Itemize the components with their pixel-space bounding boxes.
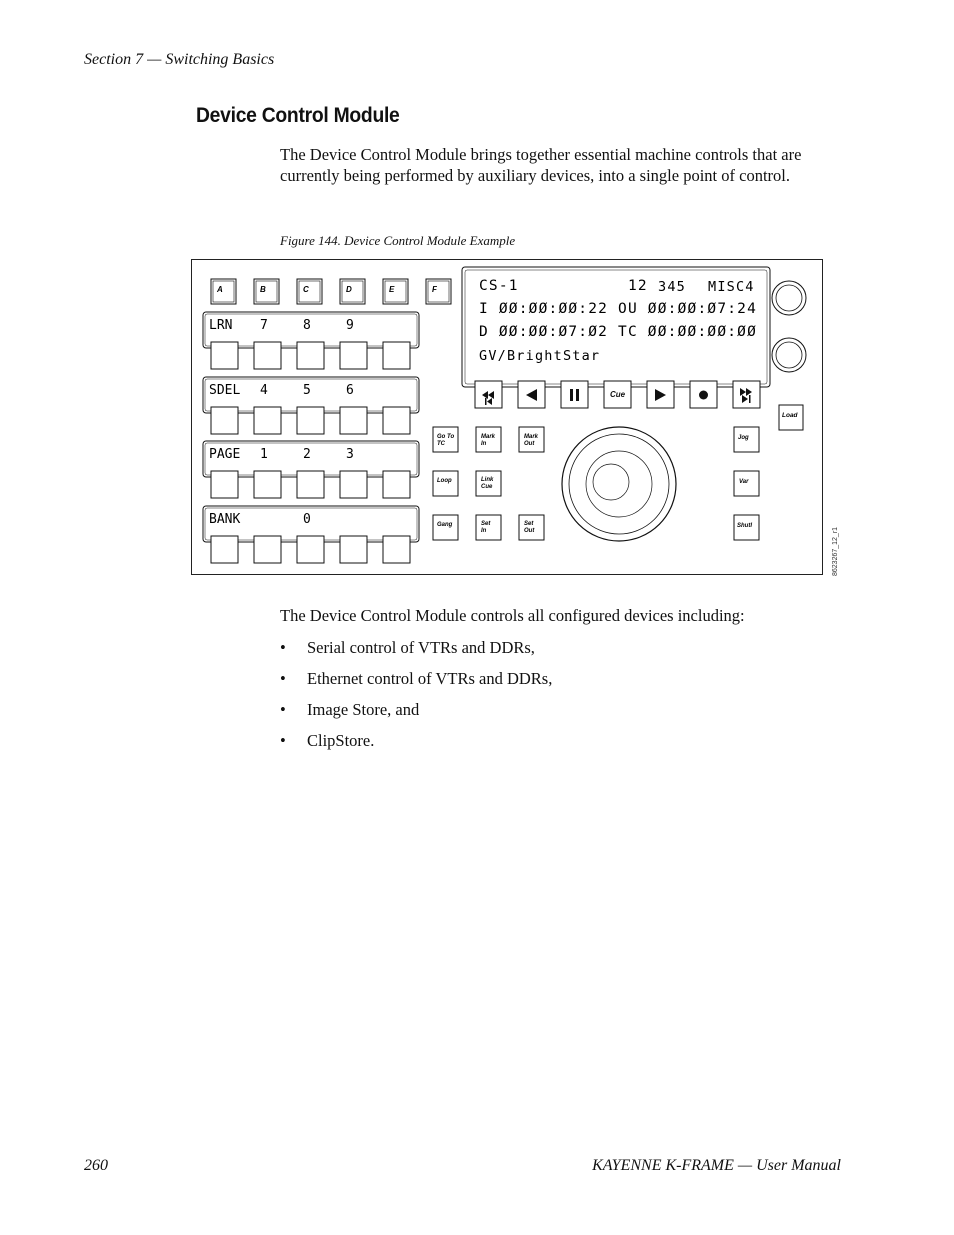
key-label: Out xyxy=(524,441,535,447)
row-label-sdel: SDEL xyxy=(209,383,241,398)
list-item-text: ClipStore. xyxy=(307,731,375,750)
row-group-bank xyxy=(203,506,419,563)
key-label: Set xyxy=(481,521,491,527)
footer-title: KAYENNE K-FRAME — User Manual xyxy=(592,1157,841,1174)
load-button[interactable] xyxy=(779,405,803,430)
key-label: Link xyxy=(481,477,494,483)
load-label: Load xyxy=(782,412,798,419)
list-item: • Ethernet control of VTRs and DDRs, xyxy=(280,669,553,688)
row-label-lrn: LRN xyxy=(209,318,233,333)
top-button-e[interactable] xyxy=(383,279,408,304)
display-line2: I ØØ:ØØ:ØØ:22 OU ØØ:ØØ:Ø7:24 xyxy=(479,301,758,317)
top-button-e-label: E xyxy=(389,285,395,294)
row-num-2: 2 xyxy=(303,447,311,462)
key-label: Var xyxy=(739,479,749,485)
top-button-f[interactable] xyxy=(426,279,451,304)
top-button-c-label: C xyxy=(303,285,309,294)
display-line1-left: CS-1 xyxy=(479,278,519,294)
row-num-1: 1 xyxy=(260,447,268,462)
list-item: • ClipStore. xyxy=(280,731,375,750)
top-button-d[interactable] xyxy=(340,279,365,304)
display-line1-mid: 345 xyxy=(658,279,686,295)
key-label: Mark xyxy=(524,434,539,440)
device-list xyxy=(280,638,552,762)
display-line1-right: MISC4 xyxy=(708,279,755,295)
lcd-display xyxy=(462,267,770,387)
link-cue-button[interactable] xyxy=(476,471,501,496)
key-label: Go To xyxy=(437,434,455,440)
key-label: Loop xyxy=(437,478,452,484)
fast-forward-to-end-button[interactable] xyxy=(733,381,760,408)
top-button-row[interactable] xyxy=(211,279,451,304)
list-item-text: Ethernet control of VTRs and DDRs, xyxy=(307,669,553,688)
var-button[interactable] xyxy=(734,471,759,496)
key-label: Mark xyxy=(481,434,496,440)
cue-button[interactable] xyxy=(604,381,631,408)
top-button-b[interactable] xyxy=(254,279,279,304)
section-header: Section 7 — Switching Basics xyxy=(84,51,275,68)
key-label: TC xyxy=(437,441,445,447)
figure-id: 8623267_12_r1 xyxy=(832,526,839,576)
row-label-page: PAGE xyxy=(209,447,241,462)
display-line1-num: 12 xyxy=(628,278,648,294)
top-button-f-label: F xyxy=(432,285,437,294)
set-in-button[interactable] xyxy=(476,515,501,540)
rewind-button[interactable] xyxy=(518,381,545,408)
key-label: Set xyxy=(524,521,534,527)
intro-paragraph: The Device Control Module brings together essential machine controls that are currently being performed by auxiliary devices, into a single point of control. xyxy=(280,145,802,185)
top-button-b-label: B xyxy=(260,285,266,294)
mark-in-button[interactable] xyxy=(476,427,501,452)
pause-button[interactable] xyxy=(561,381,588,408)
row-num-6: 6 xyxy=(346,383,354,398)
top-button-c[interactable] xyxy=(297,279,322,304)
jog-button[interactable] xyxy=(734,427,759,452)
key-label: Out xyxy=(524,528,535,534)
row-label-bank: BANK xyxy=(209,512,241,527)
key-label: Shutl xyxy=(737,523,752,529)
shutl-button[interactable] xyxy=(734,515,759,540)
devices-paragraph: The Device Control Module controls all configured devices including: xyxy=(280,606,745,625)
transport-row xyxy=(475,381,760,408)
row-num-3: 3 xyxy=(346,447,354,462)
display-knob-top[interactable] xyxy=(772,281,806,315)
record-button[interactable] xyxy=(690,381,717,408)
display-line3: D ØØ:ØØ:Ø7:Ø2 TC ØØ:ØØ:ØØ:ØØ xyxy=(479,324,758,340)
top-button-a-label: A xyxy=(217,285,223,294)
set-out-button[interactable] xyxy=(519,515,544,540)
loop-button[interactable] xyxy=(433,471,458,496)
list-item: • Image Store, and xyxy=(280,700,420,719)
goto-tc-button[interactable] xyxy=(433,427,458,452)
key-label: Gang xyxy=(437,522,453,528)
key-label: Jog xyxy=(738,435,749,441)
page-heading: Device Control Module xyxy=(196,104,400,127)
display-knob-bottom[interactable] xyxy=(772,338,806,372)
key-label: In xyxy=(481,441,487,447)
list-item: • Serial control of VTRs and DDRs, xyxy=(280,638,535,657)
jog-wheel[interactable] xyxy=(562,427,676,541)
row-group-sdel xyxy=(203,377,419,434)
row-group-page xyxy=(203,441,419,498)
key-label: In xyxy=(481,528,487,534)
rewind-to-start-button[interactable] xyxy=(475,381,502,408)
display-line4: GV/BrightStar xyxy=(479,348,601,364)
top-button-d-label: D xyxy=(346,285,352,294)
cue-label: Cue xyxy=(610,390,626,399)
play-button[interactable] xyxy=(647,381,674,408)
row-num-8: 8 xyxy=(303,318,311,333)
top-button-a[interactable] xyxy=(211,279,236,304)
row-num-7: 7 xyxy=(260,318,268,333)
list-item-text: Image Store, and xyxy=(307,700,420,719)
mark-out-button[interactable] xyxy=(519,427,544,452)
row-num-5: 5 xyxy=(303,383,311,398)
list-item-text: Serial control of VTRs and DDRs, xyxy=(307,638,535,657)
row-group-lrn xyxy=(203,312,419,369)
row-num-9: 9 xyxy=(346,318,354,333)
panel-illustration xyxy=(192,260,839,576)
row-num-0: 0 xyxy=(303,512,311,527)
row-num-4: 4 xyxy=(260,383,268,398)
gang-button[interactable] xyxy=(433,515,458,540)
figure-caption: Figure 144. Device Control Module Example xyxy=(280,233,516,248)
page-number: 260 xyxy=(84,1157,108,1174)
device-control-module-figure xyxy=(191,259,839,576)
key-label: Cue xyxy=(481,484,493,490)
